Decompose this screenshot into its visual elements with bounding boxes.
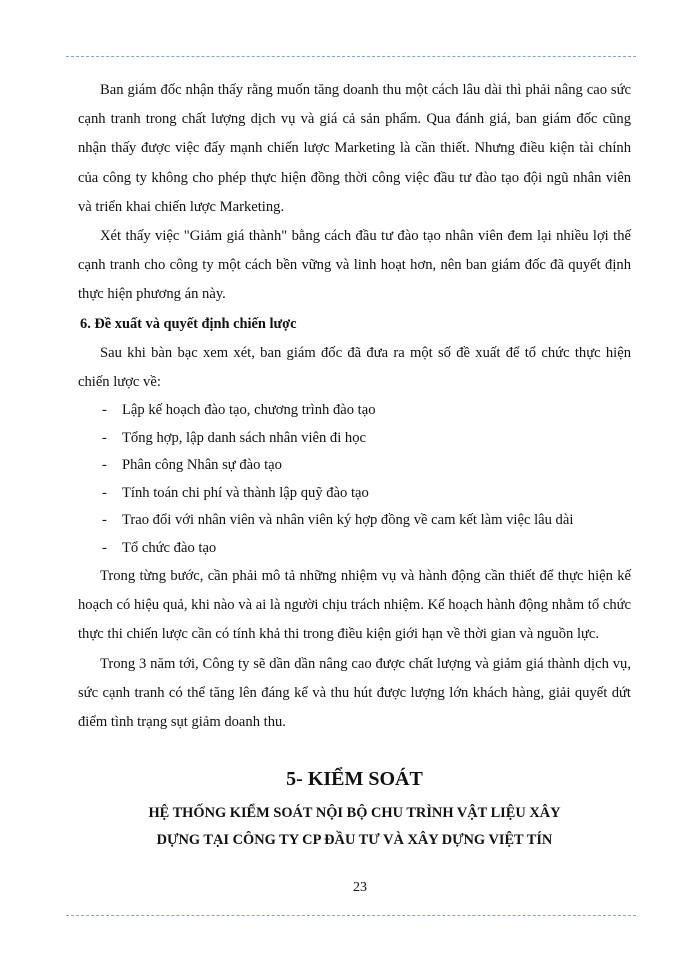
page-number: 23 xyxy=(353,880,367,895)
list-item-text: Phân công Nhân sự đào tạo xyxy=(122,457,282,474)
document-body xyxy=(78,76,631,737)
dash-bullet: - xyxy=(102,429,107,446)
list-item-text: Tổ chức đào tạo xyxy=(122,539,217,556)
list-item-text: Tổng hợp, lập danh sách nhân viên đi học xyxy=(122,429,366,446)
paragraph-strategy-need: Ban giám đốc nhận thấy rằng muốn tăng doanh thu một cách lâu dài thì phải nâng cao sức cạnh tranh trong chất lượng dịch vụ và giá cả sản phẩm. Qua đánh giá, ban giám đốc cũng nhận thấy được việc đẩy mạnh chiến lược Marketing là cần thiết. Nhưng điều kiện tài chính của công ty không cho phép thực hiện đồng thời công việc đầu tư đào tạo đội ngũ nhân viên và triển khai chiến lược Marketing. xyxy=(78,82,631,215)
dash-bullet: - xyxy=(102,539,107,556)
section-5-subtitle xyxy=(78,800,631,854)
section-5-subtitle-line-2: DỰNG TẠI CÔNG TY CP ĐẦU TƯ VÀ XÂY DỰNG VIỆT TÍN xyxy=(156,832,553,848)
list-item-text: Tính toán chi phí và thành lập quỹ đào tạo xyxy=(122,484,369,501)
list-item xyxy=(78,535,631,563)
paragraph-price-reduction: Xét thấy việc "Giảm giá thành" bằng cách đầu tư đào tạo nhân viên đem lại nhiều lợi thế cạnh tranh cho công ty một cách bền vững và linh hoạt hơn, nên ban giám đốc đã quyết định thực hiện phương án này. xyxy=(78,228,631,303)
dash-bullet: - xyxy=(102,512,107,529)
list-item xyxy=(78,507,631,535)
list-item xyxy=(78,397,631,425)
section-5-subtitle-line-1: HỆ THỐNG KIỂM SOÁT NỘI BỘ CHU TRÌNH VẬT LIỆU XÂY xyxy=(148,805,561,821)
proposal-list xyxy=(78,397,631,562)
section-6-intro: Sau khi bàn bạc xem xét, ban giám đốc đã đưa ra một số đề xuất để tổ chức thực hiện chiến lược về: xyxy=(78,344,631,390)
footer-rule xyxy=(66,915,636,916)
list-item xyxy=(78,452,631,480)
list-item xyxy=(78,480,631,508)
header-rule xyxy=(66,56,636,57)
section-5-title: 5- KIỂM SOÁT xyxy=(286,768,423,790)
paragraph-three-year-outlook: Trong 3 năm tới, Công ty sẽ dần dần nâng cao được chất lượng và giảm giá thành dịch vụ, sức cạnh tranh có thể tăng lên đáng kể và thu hút được lượng lớn khách hàng, giải quyết dứt điểm tình trạng sụt giảm doanh thu. xyxy=(78,655,631,731)
paragraph-action-plan: Trong từng bước, cần phải mô tả những nhiệm vụ và hành động cần thiết để thực hiện kế hoạch có hiệu quả, khi nào và ai là người chịu trách nhiệm. Kế hoạch hành động nhằm tổ chức thực thi chiến lược cần có tính khả thi trong điều kiện giới hạn về thời gian và nguồn lực. xyxy=(78,568,631,643)
list-item xyxy=(78,425,631,453)
list-item-text: Lập kế hoạch đào tạo, chương trình đào tạo xyxy=(122,402,376,419)
section-6-heading: 6. Đề xuất và quyết định chiến lược xyxy=(80,315,297,332)
dash-bullet: - xyxy=(102,457,107,474)
dash-bullet: - xyxy=(102,484,107,501)
list-item-text: Trao đổi với nhân viên và nhân viên ký hợp đồng về cam kết làm việc lâu dài xyxy=(122,512,574,529)
dash-bullet: - xyxy=(102,402,107,419)
